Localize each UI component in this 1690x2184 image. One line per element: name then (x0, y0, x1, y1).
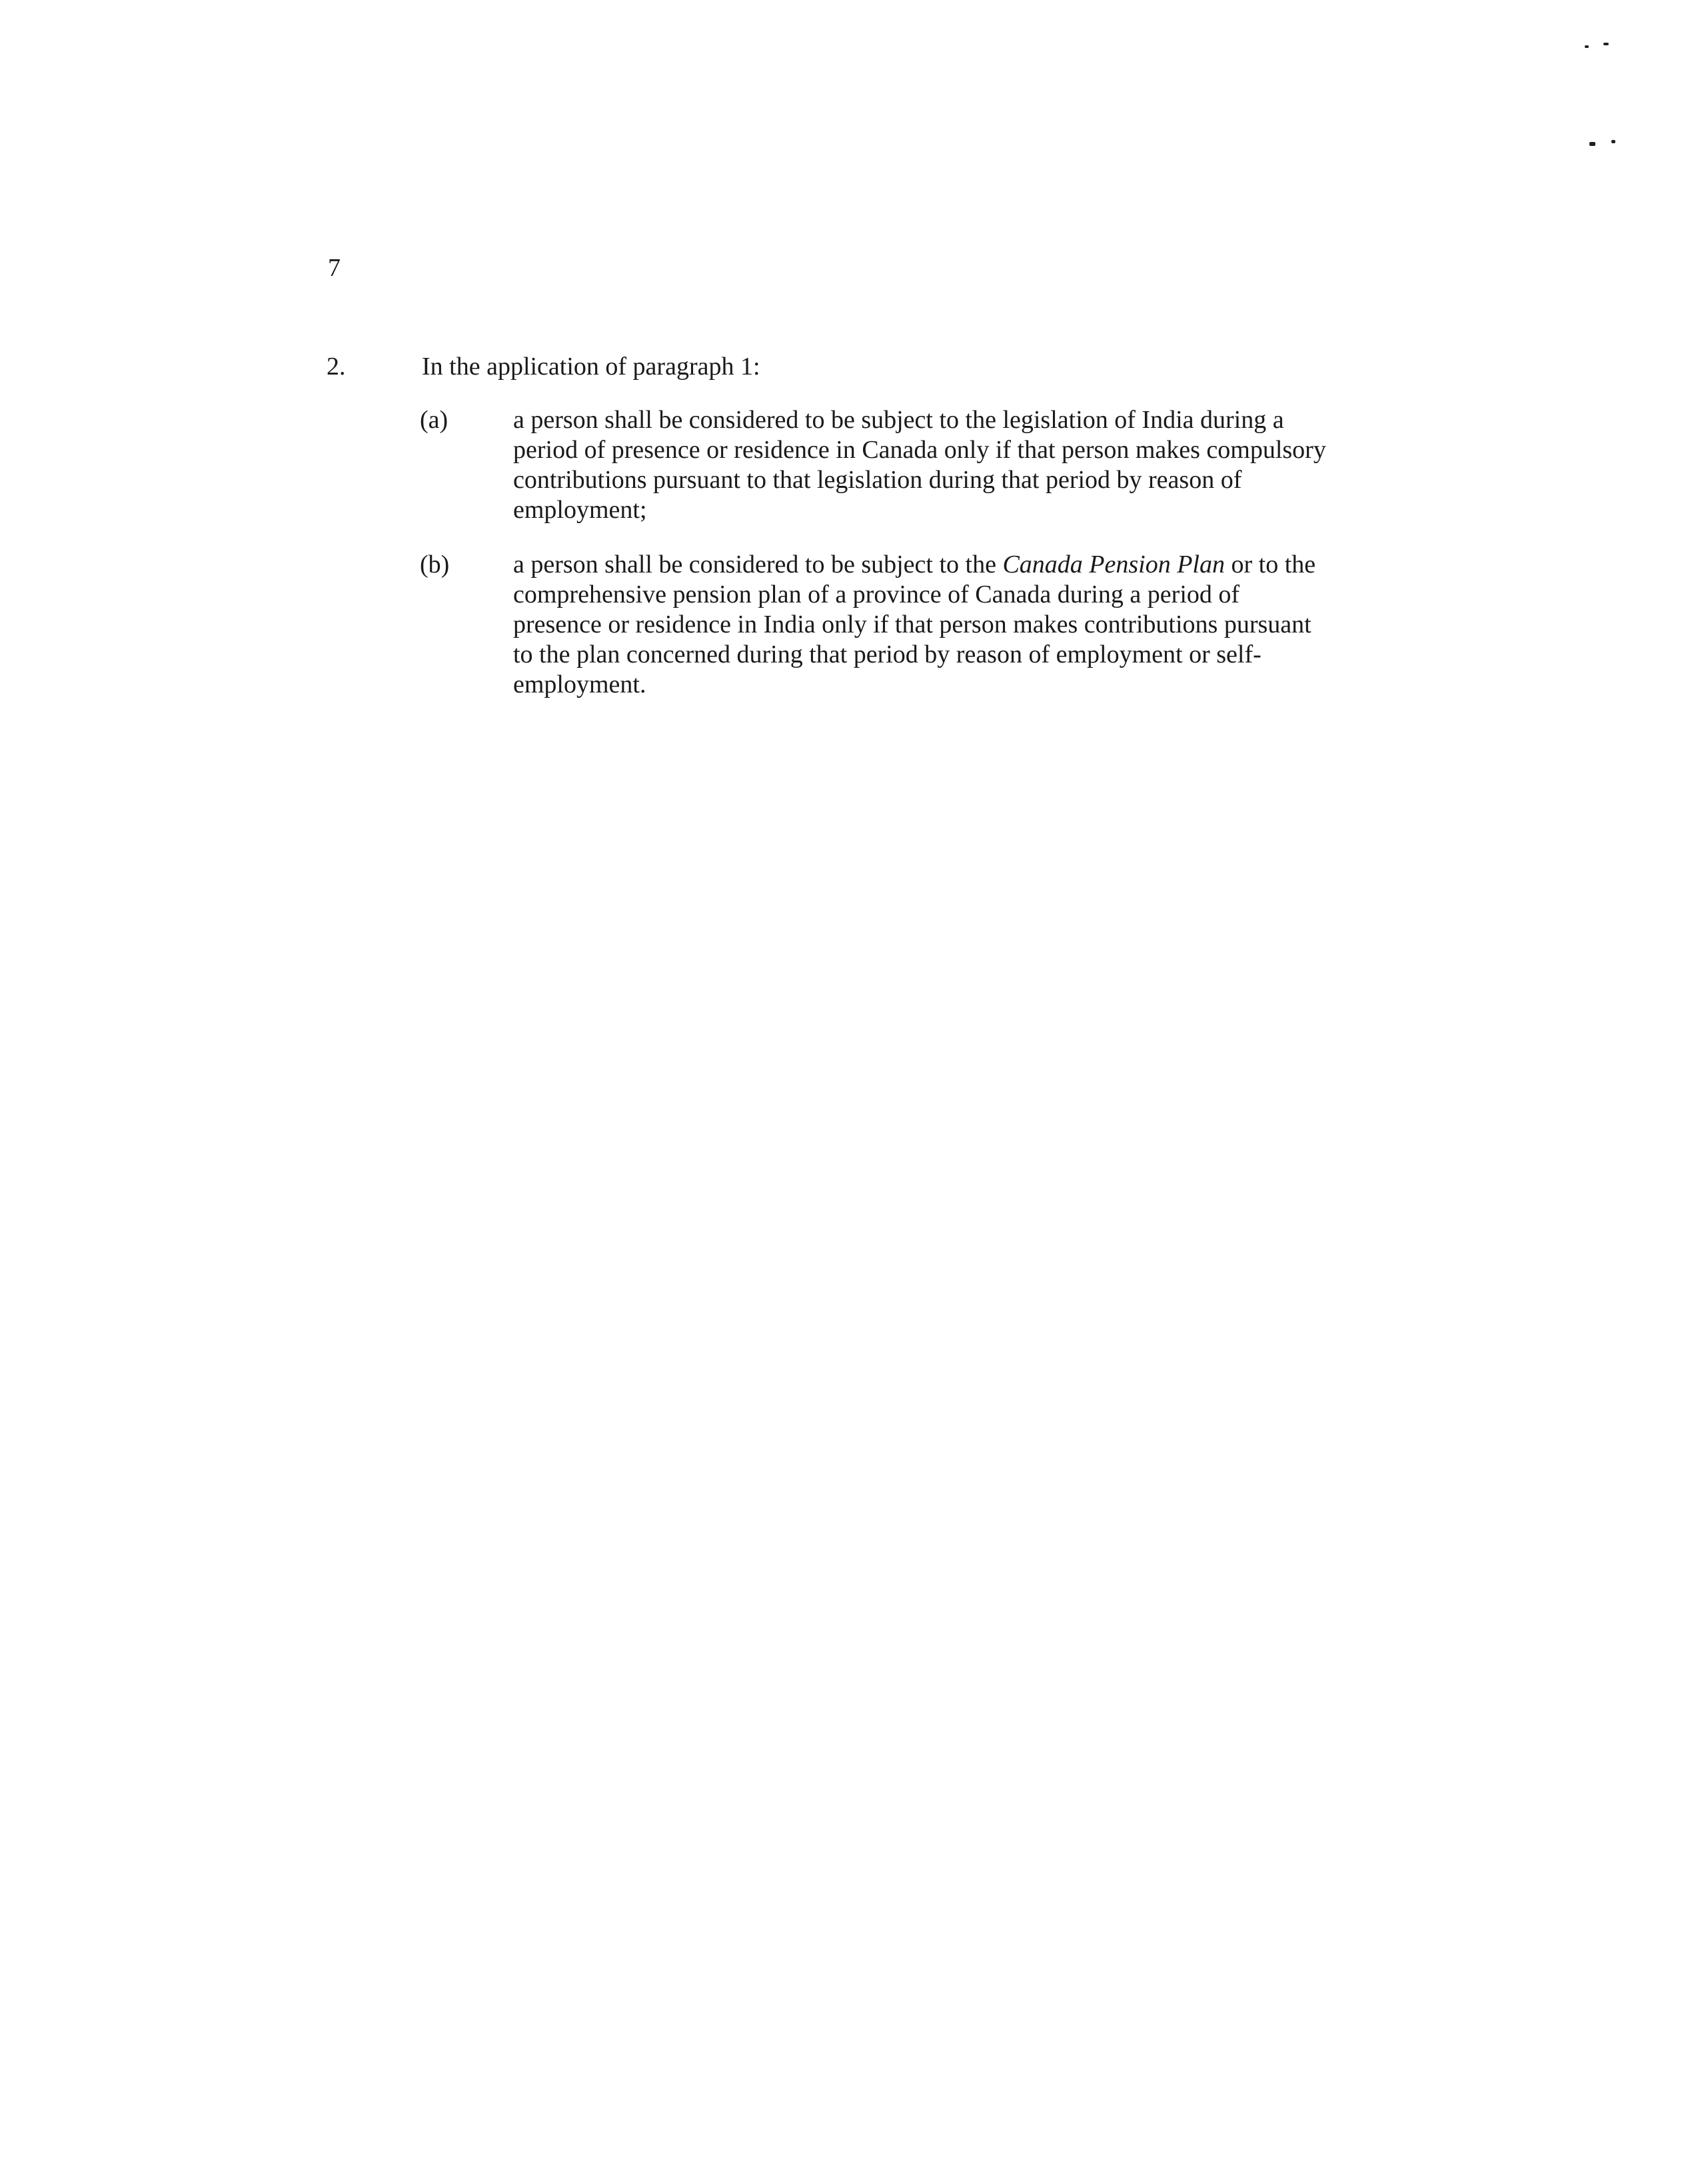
text-line: period of presence or residence in Canada only if that person makes compulsory (513, 436, 1326, 464)
text-segment: or to the (1225, 550, 1316, 578)
paragraph-intro: In the application of paragraph 1: (422, 353, 760, 381)
paragraph-number: 2. (327, 353, 346, 381)
subparagraph-text (513, 550, 1353, 700)
text-line: presence or residence in India only if that person makes contributions pursuant (513, 610, 1311, 638)
text-line: comprehensive pension plan of a province of Canada during a period of (513, 580, 1240, 608)
scan-speck (1585, 45, 1589, 48)
text-line: employment; (513, 496, 647, 524)
statute-title: Canada Pension Plan (1002, 550, 1225, 578)
text-line (513, 550, 1353, 580)
scan-speck (1589, 142, 1595, 146)
subparagraph-text (513, 405, 1353, 525)
text-line: employment. (513, 670, 646, 698)
text-line: contributions pursuant to that legislation during that period by reason of (513, 466, 1242, 494)
text-line: to the plan concerned during that period by reason of employment or self- (513, 640, 1262, 668)
subparagraph-label: (b) (420, 550, 450, 578)
subparagraph-label: (a) (420, 406, 448, 434)
scan-speck (1611, 140, 1615, 143)
page-number: 7 (328, 254, 341, 282)
text-segment: a person shall be considered to be subject to the (513, 550, 1003, 578)
text-line: a person shall be considered to be subject to the legislation of India during a (513, 406, 1284, 434)
scan-speck (1603, 43, 1609, 45)
